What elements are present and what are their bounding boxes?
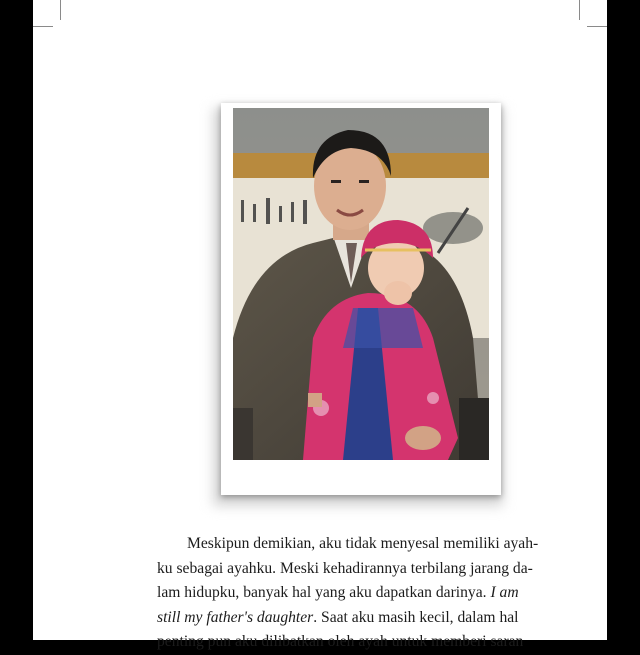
italic-phrase-start: I am <box>490 584 519 601</box>
paragraph-line-4-text: . Saat aku masih kecil, dalam hal <box>313 608 519 626</box>
polaroid-photo <box>221 103 501 495</box>
book-page <box>33 0 607 650</box>
body-paragraph <box>157 532 539 655</box>
photo-illustration <box>233 108 489 460</box>
crop-mark-top-left <box>60 0 61 20</box>
paragraph-line-5: penting pun aku dilibatkan oleh ayah untuk memberi saran <box>157 633 524 650</box>
family-photo <box>233 108 489 460</box>
paragraph-line-1: Meskipun demikian, aku tidak menyesal memiliki ayah- <box>187 535 539 552</box>
paragraph-line-3 <box>157 581 519 606</box>
paragraph-line-3-text: lam hidupku, banyak hal yang aku dapatkan darinya. <box>157 584 487 601</box>
paragraph-line-4 <box>157 606 519 631</box>
italic-phrase-end: still my father's daughter <box>157 608 314 626</box>
crop-mark-top-right-horizontal <box>587 26 607 27</box>
crop-mark-top-right <box>579 0 580 20</box>
crop-mark-top-left-horizontal <box>33 26 53 27</box>
paragraph-line-2: ku sebagai ayahku. Meski kehadirannya terbilang jarang da- <box>157 559 533 577</box>
